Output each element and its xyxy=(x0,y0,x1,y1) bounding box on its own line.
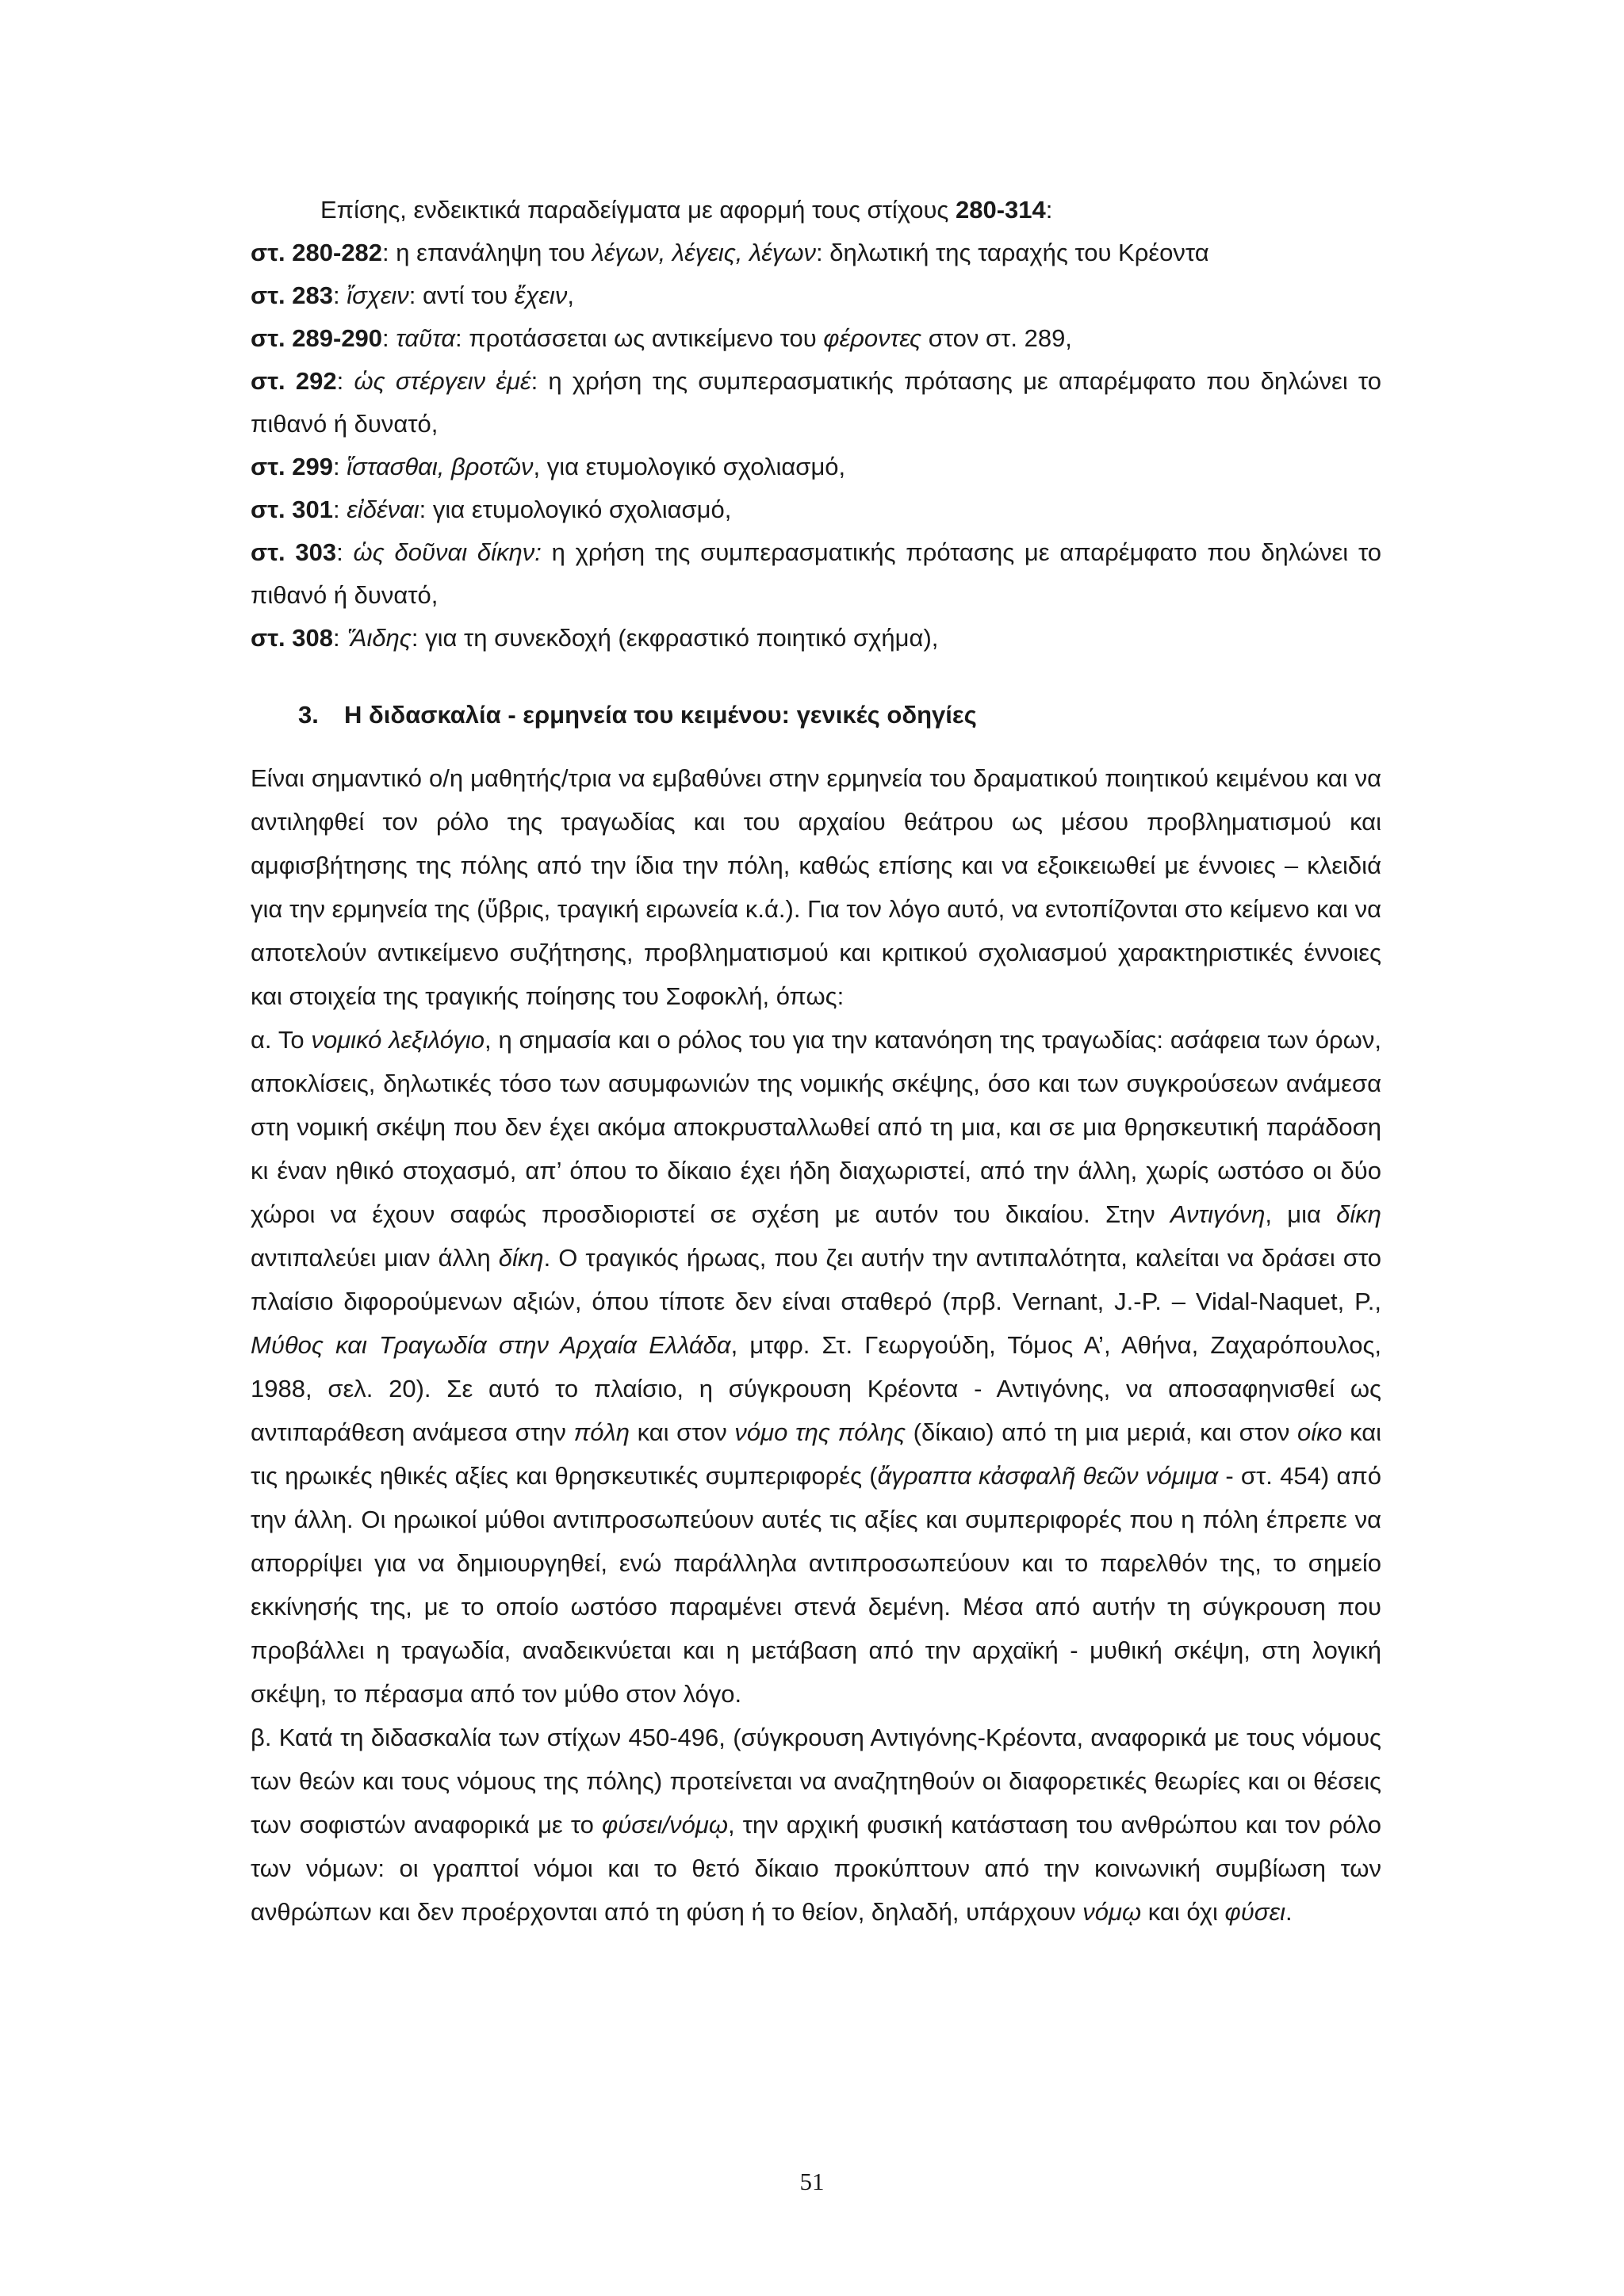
verse-separator: : xyxy=(333,496,347,523)
italic-term: νόμο της πόλης xyxy=(734,1418,906,1446)
verse-separator: : xyxy=(333,281,347,309)
paragraph-text: , μια xyxy=(1265,1200,1337,1228)
verse-note xyxy=(251,232,1381,274)
verse-separator: : xyxy=(336,367,354,395)
italic-term: ἔχειν xyxy=(514,281,568,309)
verse-label: στ. 289-290 xyxy=(251,324,383,352)
italic-term: πόλη xyxy=(573,1418,630,1446)
note-text: : η χρήση της συμπερασματικής πρότασης με απαρέμφατο που δηλώνει το πιθανό ή δυνατό, xyxy=(251,367,1381,438)
note-text: : για τη συνεκδοχή (εκφραστικό ποιητικό σχήμα), xyxy=(411,624,939,652)
paragraph-text: α. Το xyxy=(251,1026,312,1054)
intro-line xyxy=(251,189,1381,232)
italic-term: ὡς δοῦναι δίκην: xyxy=(353,538,542,566)
verse-list xyxy=(251,232,1381,660)
note-text: η χρήση της συμπερασματικής πρότασης με απαρέμφατο που δηλώνει το πιθανό ή δυνατό, xyxy=(251,538,1381,609)
verse-note xyxy=(251,488,1381,531)
paragraph-text: και τις ηρωικές ηθικές αξίες και θρησκευτικές συμπεριφορές ( xyxy=(251,1418,1382,1490)
italic-term: ταῦτα xyxy=(396,324,455,352)
paragraph-text: (δίκαιο) από τη μια μεριά, και στον xyxy=(906,1418,1297,1446)
page-number: 51 xyxy=(799,2168,825,2195)
paragraph-text: . Ο τραγικός ήρωας, που ζει αυτήν την αντιπαλότητα, καλείται να δράσει στο πλαίσιο διφορούμενων αξιών, όπου τίποτε δεν είναι σταθερό (πρβ. Vernant, J.-P. – Vidal-Naquet, P., xyxy=(251,1244,1382,1315)
italic-term: ἄγραπτα κἀσφαλῆ θεῶν νόμιμα xyxy=(877,1462,1219,1490)
body-text xyxy=(251,756,1381,1934)
italic-term: εἰδέναι xyxy=(347,496,419,523)
verse-note xyxy=(251,317,1381,360)
note-text: στον στ. 289, xyxy=(921,324,1072,352)
verse-label: στ. 292 xyxy=(251,367,337,395)
italic-term: νόμῳ xyxy=(1082,1898,1142,1926)
paragraph-text: , την αρχική φυσική κατάσταση του ανθρώπου και τον ρόλο των νόμων: οι γραπτοί νόμοι και το θετό δίκαιο προκύπτουν από την κοινωνική συμβίωση των ανθρώπων και δεν προέρχονται από τη φύση ή το θείον, δηλαδή, υπάρχουν xyxy=(251,1811,1382,1926)
note-text: : αντί του xyxy=(408,281,515,309)
verse-label: στ. 280-282 xyxy=(251,239,383,266)
italic-term: δίκη xyxy=(498,1244,544,1272)
italic-term: φύσει/νόμῳ xyxy=(602,1811,728,1839)
page-content xyxy=(251,189,1381,1934)
body-paragraph xyxy=(251,1018,1381,1716)
italic-term: Ἅιδης xyxy=(347,624,412,652)
note-text: , xyxy=(567,281,574,309)
verse-separator: : xyxy=(382,239,396,266)
note-text: : για ετυμολογικό σχολιασμό, xyxy=(419,496,732,523)
paragraph-text: β. Κατά τη διδασκαλία των στίχων 450-496, (σύγκρουση Αντιγόνης-Κρέοντα, αναφορικά με τους νόμους των θεών και τους νόμους της πόλης) προτείνεται να αναζητηθούν οι διαφορετικές θεωρίες και οι θέσεις των σοφιστών αναφορικά με το xyxy=(251,1724,1381,1839)
verse-note xyxy=(251,446,1381,488)
verse-separator: : xyxy=(333,453,347,480)
intro-text: Επίσης, ενδεικτικά παραδείγματα με αφορμή τους στίχους xyxy=(320,196,956,224)
paragraph-text: , μτφρ. Στ. Γεωργούδη, Τόμος Α’, Αθήνα, Ζαχαρόπουλος, 1988, σελ. 20). Σε αυτό το πλαίσιο, η σύγκρουση Κρέοντα - Αντιγόνης, να αποσαφηνισθεί ως αντιπαράθεση ανάμεσα στην xyxy=(251,1331,1381,1446)
italic-term: Αντιγόνη xyxy=(1170,1200,1266,1228)
note-text: , για ετυμολογικό σχολιασμό, xyxy=(533,453,846,480)
verse-label: στ. 301 xyxy=(251,496,333,523)
paragraph-text: Είναι σημαντικό ο/η μαθητής/τρια να εμβαθύνει στην ερμηνεία του δραματικού ποιητικού κειμένου και να αντιληφθεί τον ρόλο της τραγωδίας και του αρχαίου θεάτρου ως μέσου προβληματισμού και αμφισβήτησης της πόλης από την ίδια την πόλη, καθώς επίσης και να εξοικειωθεί με έννοιες – κλειδιά για την ερμηνεία της (ὕβρις, τραγική ειρωνεία κ.ά.). Για τον λόγο αυτό, να εντοπίζονται στο κείμενο και να αποτελούν αντικείμενο συζήτησης, προβληματισμού και κριτικού σχολιασμού χαρακτηριστικές έννοιες και στοιχεία της τραγικής ποίησης του Σοφοκλή, όπως: xyxy=(251,764,1381,1010)
paragraph-text: και στον xyxy=(629,1418,735,1446)
paragraph-text: αντιπαλεύει μιαν άλλη xyxy=(251,1244,499,1272)
note-text: η επανάληψη του xyxy=(396,239,592,266)
verse-label: στ. 299 xyxy=(251,453,333,480)
verse-note xyxy=(251,360,1381,446)
verse-separator: : xyxy=(382,324,396,352)
verse-note xyxy=(251,274,1381,317)
italic-term: ἴσχειν xyxy=(347,281,409,309)
body-paragraph xyxy=(251,756,1381,1018)
verse-note xyxy=(251,617,1381,660)
note-text: : δηλωτική της ταραχής του Κρέοντα xyxy=(816,239,1209,266)
italic-term: οίκο xyxy=(1297,1418,1342,1446)
section-title: Η διδασκαλία - ερμηνεία του κειμένου: γενικές οδηγίες xyxy=(344,701,977,729)
paragraph-text: . xyxy=(1285,1898,1293,1926)
verse-label: στ. 308 xyxy=(251,624,333,652)
italic-term: νομικό λεξιλόγιο xyxy=(311,1026,485,1054)
italic-term: ὡς στέργειν ἐμέ xyxy=(354,367,531,395)
verse-separator: : xyxy=(336,538,354,566)
italic-term: δίκη xyxy=(1336,1200,1381,1228)
intro-colon: : xyxy=(1045,196,1053,224)
body-paragraph xyxy=(251,1716,1381,1934)
section-number: 3. xyxy=(298,701,319,729)
italic-term: λέγων, λέγεις, λέγων xyxy=(592,239,817,266)
italic-term: φέροντες xyxy=(823,324,922,352)
paragraph-text: , η σημασία και ο ρόλος του για την κατανόηση της τραγωδίας: ασάφεια των όρων, αποκλίσεις, δηλωτικές τόσο των ασυμφωνιών της νομικής σκέψης, όσο και των συγκρούσεων ανάμεσα στη νομική σκέψη που δεν έχει ακόμα αποκρυσταλλωθεί από τη μια, και σε μια θρησκευτική παράδοση κι έναν ηθικό στοχασμό, απ’ όπου το δίκαιο έχει ήδη διαχωριστεί, από την άλλη, χωρίς ωστόσο οι δύο χώροι να έχουν σαφώς προσδιοριστεί σε σχέση με αυτόν του δικαίου. Στην xyxy=(251,1026,1381,1228)
verse-note xyxy=(251,531,1381,617)
note-text: : προτάσσεται ως αντικείμενο του xyxy=(455,324,824,352)
section-heading xyxy=(251,691,1381,739)
intro-verse-range: 280-314 xyxy=(956,196,1046,224)
verse-separator: : xyxy=(333,624,347,652)
paragraph-text: και όχι xyxy=(1141,1898,1225,1926)
verse-label: στ. 283 xyxy=(251,281,333,309)
verse-label: στ. 303 xyxy=(251,538,337,566)
italic-term: ἵστασθαι, βροτῶν xyxy=(347,453,534,480)
italic-term: φύσει xyxy=(1224,1898,1285,1926)
paragraph-text: - στ. 454) από την άλλη. Οι ηρωικοί μύθοι αντιπροσωπεύουν αυτές τις αξίες και συμπεριφορές που η πόλη έπρεπε να απορρίψει για να δημιουργηθεί, ενώ παράλληλα αντιπροσωπεύουν και το παρελθόν της, το σημείο εκκίνησής της, με το οποίο ωστόσο παραμένει στενά δεμένη. Μέσα από αυτήν τη σύγκρουση που προβάλλει η τραγωδία, αναδεικνύεται και η μετάβαση από την αρχαϊκή - μυθική σκέψη, στη λογική σκέψη, το πέρασμα από τον μύθο στον λόγο. xyxy=(251,1462,1381,1708)
italic-term: Μύθος και Τραγωδία στην Αρχαία Ελλάδα xyxy=(251,1331,731,1359)
